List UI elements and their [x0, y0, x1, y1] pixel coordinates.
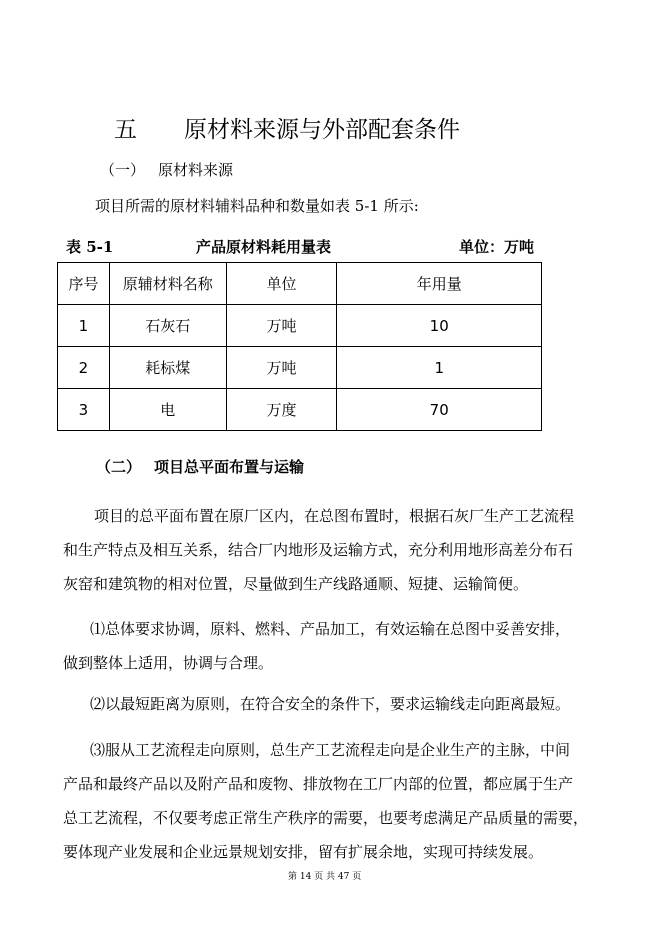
chapter-number: 五 [114, 117, 137, 143]
table-cell: 万吨 [226, 347, 337, 389]
table-header-cell: 序号 [58, 263, 110, 305]
paragraph-line: 做到整体上适用，协调与合理。 [63, 654, 274, 672]
paragraph-line: ⑴总体要求协调，原料、燃料、产品加工，有效运输在总图中妥善安排， [90, 620, 571, 638]
table-caption-label: 表 5-1 [66, 238, 114, 256]
section-heading-1 [100, 159, 233, 180]
paragraph-line: 和生产特点及相互关系，结合厂内地形及运输方式，充分利用地形高差分布石 [63, 541, 574, 559]
paragraph-line: 要体现产业发展和企业远景规划安排，留有扩展余地，实现可持续发展。 [63, 843, 544, 861]
table-cell: 电 [109, 389, 226, 431]
section-heading-2 [96, 456, 304, 477]
table-cell: 3 [58, 389, 110, 431]
table-cell: 70 [337, 389, 542, 431]
section-number-1: （一） [100, 161, 146, 179]
table-caption-title: 产品原材料耗用量表 [196, 238, 332, 256]
chapter-title-text: 原材料来源与外部配套条件 [184, 117, 460, 143]
section-title-1: 原材料来源 [158, 161, 234, 179]
paragraph-line: 项目的总平面布置在原厂区内，在总图布置时，根据石灰厂生产工艺流程 [94, 507, 575, 525]
table-header-cell: 原辅材料名称 [109, 263, 226, 305]
table-header-cell: 单位 [226, 263, 337, 305]
table-cell: 万度 [226, 389, 337, 431]
paragraph-line: 灰窑和建筑物的相对位置，尽量做到生产线路通顺、短捷、运输简便。 [63, 575, 529, 593]
table-row [58, 305, 542, 347]
table-header-row [58, 263, 542, 305]
intro-paragraph: 项目所需的原材料辅料品种和数量如表 5-1 所示: [95, 197, 419, 215]
table-row [58, 347, 542, 389]
page-footer: 第 14 页 共 47 页 [288, 872, 362, 882]
table-cell: 万吨 [226, 305, 337, 347]
table-cell: 石灰石 [109, 305, 226, 347]
table-header-cell: 年用量 [337, 263, 542, 305]
paragraph-line: ⑵以最短距离为原则，在符合安全的条件下，要求运输线走向距离最短。 [90, 695, 571, 713]
materials-table [57, 262, 542, 431]
table-cell: 1 [337, 347, 542, 389]
section-number-2: （二） [96, 458, 142, 476]
table-cell: 耗标煤 [109, 347, 226, 389]
table-cell: 1 [58, 305, 110, 347]
paragraph-line: ⑶服从工艺流程走向原则，总生产工艺流程走向是企业生产的主脉，中间 [90, 741, 571, 759]
table-cell: 2 [58, 347, 110, 389]
section-title-2: 项目总平面布置与运输 [154, 458, 305, 476]
chapter-title [114, 111, 460, 144]
paragraph-line: 产品和最终产品以及附产品和废物、排放物在工厂内部的位置，都应属于生产 [63, 775, 574, 793]
paragraph-line: 总工艺流程，不仅要考虑正常生产秩序的需要，也要考虑满足产品质量的需要， [63, 809, 589, 827]
table-row [58, 389, 542, 431]
table-cell: 10 [337, 305, 542, 347]
table-caption-unit: 单位：万吨 [459, 238, 535, 256]
